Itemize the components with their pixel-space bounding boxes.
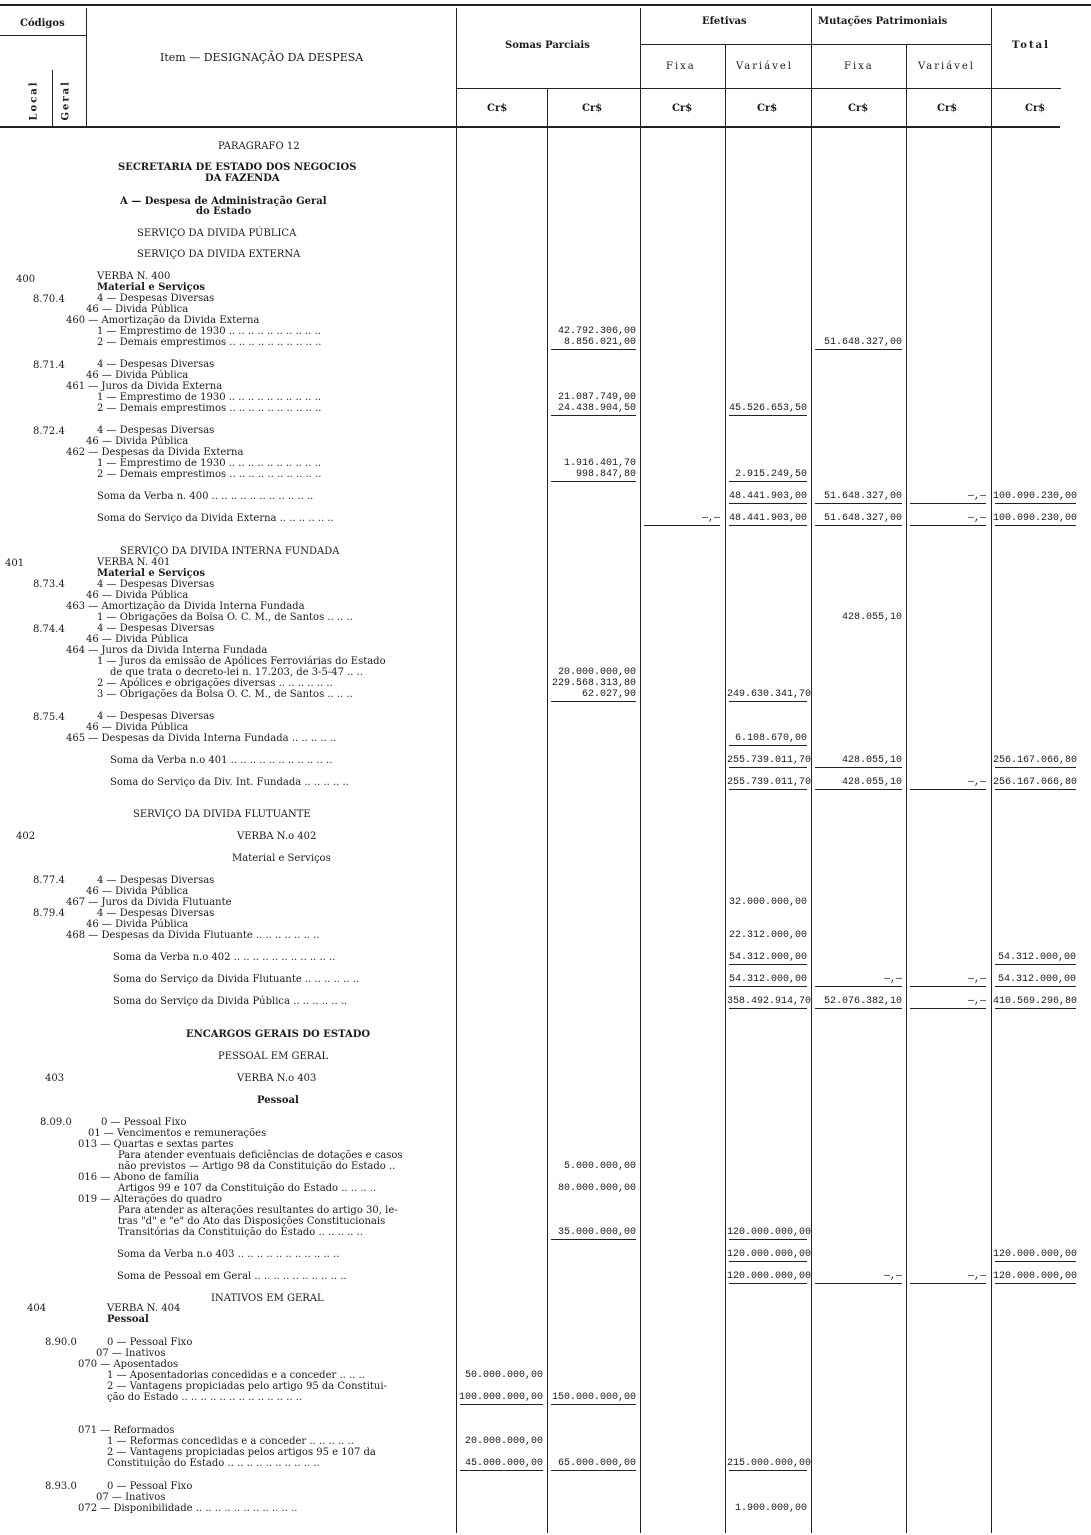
header-subcols-rule <box>641 44 991 45</box>
col-rule-item <box>456 8 457 1533</box>
amount-mfix: —,— <box>883 1271 902 1282</box>
item-line: PESSOAL EM GERAL <box>218 1051 329 1062</box>
col-rule-mvar <box>991 8 992 1533</box>
amount-sp1: 50.000.000,00 <box>464 1370 543 1381</box>
item-line: 8.77.4 <box>33 875 65 886</box>
amount-sp2: 21.087.749,00 <box>557 392 636 403</box>
sum-underline <box>995 1261 1076 1262</box>
item-line: 4 — Despesas Diversas <box>97 875 215 886</box>
sum-underline <box>729 767 807 768</box>
sum-underline <box>729 525 807 526</box>
item-line: 46 — Divida Pública <box>86 722 189 733</box>
sum-underline <box>551 1470 636 1471</box>
sum-underline <box>910 1008 986 1009</box>
sum-underline <box>551 701 636 702</box>
item-line: 8.72.4 <box>33 426 65 437</box>
amount-sp2: 150.000.000,00 <box>551 1392 636 1403</box>
amount-evar: 45.526.653,50 <box>728 403 807 414</box>
amount-sp2: 62.027,90 <box>581 689 636 700</box>
amount-evar: 6.108.670,00 <box>734 733 807 744</box>
sum-underline <box>729 1470 807 1471</box>
item-line: INATIVOS EM GERAL <box>211 1293 324 1304</box>
header-mutacoes: Mutações Patrimoniais <box>818 16 948 27</box>
amount-sp1: 20.000.000,00 <box>464 1436 543 1447</box>
header-mutacoes-fixa: Fixa <box>844 61 874 72</box>
item-line: ção do Estado .. .. .. .. .. .. .. .. .. .. .. .. .. <box>107 1392 303 1403</box>
sum-underline <box>910 525 986 526</box>
item-line: 468 — Despesas da Divida Flutuante .. .. .. .. .. .. .. <box>66 930 320 941</box>
item-line: 46 — Divida Pública <box>86 590 189 601</box>
sum-underline <box>995 767 1076 768</box>
sum-underline <box>729 481 807 482</box>
header-somas-parciais: Somas Parciais <box>505 40 590 51</box>
sum-underline <box>815 1283 902 1284</box>
item-line: 8.71.4 <box>33 360 65 371</box>
sum-underline <box>815 503 902 504</box>
amount-sp1: 45.000.000,00 <box>464 1458 543 1469</box>
amount-mfix: 51.648.327,00 <box>823 491 902 502</box>
item-line: 8.09.0 <box>40 1117 72 1128</box>
sum-underline <box>729 1239 807 1240</box>
amount-evar: 54.312.000,00 <box>728 974 807 985</box>
item-line: 8.93.0 <box>45 1481 77 1492</box>
amount-evar: 249.630.341,70 <box>727 689 812 700</box>
header-efetivas-variavel: Variável <box>736 61 793 72</box>
item-line: Soma do Serviço da Divida Externa .. .. .. .. .. .. <box>97 513 334 524</box>
item-line: 462 — Despesas da Divida Externa <box>66 447 244 458</box>
col-rule-sp2 <box>640 8 641 1533</box>
item-line: VERBA N.o 403 <box>237 1073 317 1084</box>
sum-underline <box>910 789 986 790</box>
sum-underline <box>729 964 807 965</box>
item-line: 2 — Demais emprestimos .. .. .. .. .. .. .. .. .. .. <box>97 403 322 414</box>
header-currency-sp2: Cr$ <box>582 103 603 114</box>
amount-evar: 54.312.000,00 <box>728 952 807 963</box>
amount-sp2: 1.916.401,70 <box>563 458 636 469</box>
item-line: 8.73.4 <box>33 579 65 590</box>
item-line: 019 — Alterações do quadro <box>78 1194 222 1205</box>
item-line: VERBA N. 404 <box>107 1303 181 1314</box>
header-local: Local <box>28 80 40 121</box>
item-line: 1 — Juros da emissão de Apólices Ferroviárias do Estado <box>97 656 386 667</box>
amount-sp2: 42.792.306,00 <box>557 326 636 337</box>
item-line: 46 — Divida Pública <box>86 370 189 381</box>
sum-underline <box>995 986 1076 987</box>
item-line: 4 — Despesas Diversas <box>97 293 215 304</box>
header-codigos-rule <box>0 35 87 36</box>
item-line: 404 <box>27 1303 47 1314</box>
sum-underline <box>995 1283 1076 1284</box>
sum-underline <box>815 349 902 350</box>
sum-underline <box>729 789 807 790</box>
item-line: 4 — Despesas Diversas <box>97 425 215 436</box>
item-line: 463 — Amortização da Divida Interna Fundada <box>66 601 305 612</box>
item-line: 2 — Demais emprestimos .. .. .. .. .. .. .. .. .. .. <box>97 337 322 348</box>
item-line: 1 — Aposentadorias concedidas e a conceder .. .. .. <box>107 1370 365 1381</box>
item-line: SERVIÇO DA DIVIDA PÚBLICA <box>137 228 297 239</box>
amount-evar: 255.739.011,70 <box>727 755 812 766</box>
item-line: 401 <box>5 558 25 569</box>
item-line: Artigos 99 e 107 da Constituição do Estado .. .. .. .. <box>118 1183 377 1194</box>
item-line: do Estado <box>196 206 252 217</box>
item-line: 8.74.4 <box>33 624 65 635</box>
header-mutacoes-variavel: Variável <box>918 61 975 72</box>
amount-evar: 358.492.914,70 <box>727 996 812 1007</box>
amount-mvar: —,— <box>967 491 986 502</box>
item-line: 016 — Abono de família <box>78 1172 199 1183</box>
amount-mvar: —,— <box>967 1271 986 1282</box>
item-line: 1 — Reformas concedidas e a conceder .. .. .. .. .. <box>107 1436 354 1447</box>
amount-evar: 120.000.000,00 <box>727 1271 812 1282</box>
sum-underline <box>729 503 807 504</box>
item-line: tras "d" e "e" do Ato das Disposições Constitucionais <box>118 1216 386 1227</box>
item-line: Soma do Serviço da Divida Pública .. .. .. .. .. .. <box>113 996 348 1007</box>
sum-underline <box>729 745 807 746</box>
item-line: 464 — Juros da Divida Interna Fundada <box>66 645 268 656</box>
item-line: 0 — Pessoal Fixo <box>107 1481 193 1492</box>
header-top-rule <box>0 4 1091 6</box>
header-bottom-rule <box>0 126 1060 128</box>
sum-underline <box>995 503 1076 504</box>
item-line: 46 — Divida Pública <box>86 919 189 930</box>
item-line: 07 — Inativos <box>96 1348 166 1359</box>
sum-underline <box>995 964 1076 965</box>
col-rule-mfix <box>906 44 907 1533</box>
header-currency-tot: Cr$ <box>1025 103 1046 114</box>
header-currency-mvar: Cr$ <box>937 103 958 114</box>
col-rule-efix <box>725 44 726 1533</box>
amount-evar: 1.900.000,00 <box>734 1503 807 1514</box>
sum-underline <box>910 1283 986 1284</box>
item-line: ENCARGOS GERAIS DO ESTADO <box>186 1029 371 1040</box>
item-line: 4 — Despesas Diversas <box>97 579 215 590</box>
item-line: 2 — Vantagens propiciadas pelos artigos 95 e 107 da <box>107 1447 376 1458</box>
item-line: DA FAZENDA <box>205 173 280 184</box>
item-line: 071 — Reformados <box>78 1425 175 1436</box>
item-line: de que trata o decreto-lei n. 17.203, de 3-5-47 .. .. <box>110 667 364 678</box>
item-line: Material e Serviços <box>232 853 331 864</box>
amount-evar: 120.000.000,00 <box>727 1227 812 1238</box>
amount-mvar: —,— <box>967 513 986 524</box>
item-line: 461 — Juros da Divida Externa <box>66 381 223 392</box>
item-line: 2 — Demais emprestimos .. .. .. .. .. .. .. .. .. .. <box>97 469 322 480</box>
header-geral: Geral <box>60 80 72 121</box>
amount-evar: 32.000.000,00 <box>728 897 807 908</box>
item-line: 402 <box>16 831 36 842</box>
amount-tot: 410.569.296,80 <box>993 996 1078 1007</box>
amount-tot: 120.000.000,00 <box>993 1271 1078 1282</box>
amount-mfix: 428.055,10 <box>841 612 902 623</box>
amount-mvar: —,— <box>967 974 986 985</box>
item-line: 07 — Inativos <box>96 1492 166 1503</box>
item-line: 1 — Emprestimo de 1930 .. .. .. .. .. .. .. .. .. .. <box>97 458 321 469</box>
amount-evar: 120.000.000,00 <box>727 1249 812 1260</box>
col-rule-local <box>52 70 53 127</box>
item-line: 01 — Vencimentos e remunerações <box>88 1128 267 1139</box>
sum-underline <box>815 1008 902 1009</box>
amount-tot: 54.312.000,00 <box>997 974 1076 985</box>
sum-underline <box>815 525 902 526</box>
sum-underline <box>729 1008 807 1009</box>
amount-mfix: 428.055,10 <box>841 777 902 788</box>
item-line: não previstos — Artigo 98 da Constituição do Estado .. <box>118 1161 396 1172</box>
sum-underline <box>551 349 636 350</box>
item-line: Pessoal <box>107 1314 149 1325</box>
amount-evar: 255.739.011,70 <box>727 777 812 788</box>
item-line: 46 — Divida Pública <box>86 436 189 447</box>
item-line: 4 — Despesas Diversas <box>97 359 215 370</box>
item-line: A — Despesa de Administração Geral <box>120 196 327 207</box>
amount-evar: 22.312.000,00 <box>728 930 807 941</box>
item-line: SERVIÇO DA DIVIDA INTERNA FUNDADA <box>120 546 340 557</box>
amount-tot: 100.090.230,00 <box>993 513 1078 524</box>
item-line: 8.75.4 <box>33 712 65 723</box>
item-line: Soma da Verba n.o 402 .. .. .. .. .. .. .. .. .. .. .. <box>113 952 336 963</box>
item-line: 4 — Despesas Diversas <box>97 623 215 634</box>
item-line: Para atender as alterações resultantes do artigo 30, le- <box>118 1205 398 1216</box>
sum-underline <box>815 986 902 987</box>
header-efetivas: Efetivas <box>702 16 747 27</box>
item-line: Material e Serviços <box>97 282 206 293</box>
item-line: 072 — Disponibilidade .. .. .. .. .. .. .. .. .. .. .. <box>78 1503 298 1514</box>
amount-sp1: 100.000.000,00 <box>458 1392 543 1403</box>
item-line: 46 — Divida Pública <box>86 886 189 897</box>
amount-mvar: —,— <box>967 996 986 1007</box>
item-line: 070 — Aposentados <box>78 1359 179 1370</box>
sum-underline <box>729 701 807 702</box>
amount-mfix: 51.648.327,00 <box>823 337 902 348</box>
item-line: SECRETARIA DE ESTADO DOS NEGOCIOS <box>118 162 357 173</box>
item-line: 4 — Despesas Diversas <box>97 711 215 722</box>
item-line: 467 — Juros da Divida Flutuante <box>66 897 232 908</box>
header-currency-mfix: Cr$ <box>848 103 869 114</box>
sum-underline <box>460 1470 543 1471</box>
amount-tot: 120.000.000,00 <box>993 1249 1078 1260</box>
item-line: SERVIÇO DA DIVIDA EXTERNA <box>137 249 301 260</box>
item-line: 1 — Emprestimo de 1930 .. .. .. .. .. .. .. .. .. .. <box>97 392 321 403</box>
item-line: 0 — Pessoal Fixo <box>107 1337 193 1348</box>
amount-sp2: 998.847,80 <box>575 469 636 480</box>
item-line: 465 — Despesas da Divida Interna Fundada .. .. .. .. .. <box>66 733 337 744</box>
item-line: 4 — Despesas Diversas <box>97 908 215 919</box>
header-currency-evar: Cr$ <box>757 103 778 114</box>
col-rule-evar <box>811 8 812 1533</box>
item-line: Soma da Verba n.o 403 .. .. .. .. .. .. .. .. .. .. .. <box>117 1249 340 1260</box>
header-efetivas-fixa: Fixa <box>666 61 696 72</box>
item-line: SERVIÇO DA DIVIDA FLUTUANTE <box>133 809 311 820</box>
header-codigos: Códigos <box>20 18 65 29</box>
amount-sp2: 35.000.000,00 <box>557 1227 636 1238</box>
sum-underline <box>815 789 902 790</box>
amount-efix: —,— <box>701 513 720 524</box>
item-line: 8.79.4 <box>33 908 65 919</box>
item-line: Constituição do Estado .. .. .. .. .. .. .. .. .. .. <box>107 1458 320 1469</box>
item-line: 46 — Divida Pública <box>86 634 189 645</box>
amount-evar: 2.915.249,50 <box>734 469 807 480</box>
sum-underline <box>551 1239 636 1240</box>
item-line: Material e Serviços <box>97 568 206 579</box>
item-line: PARAGRAFO 12 <box>218 141 300 152</box>
amount-sp2: 65.000.000,00 <box>557 1458 636 1469</box>
amount-mfix: 52.076.382,10 <box>823 996 902 1007</box>
item-line: 0 — Pessoal Fixo <box>101 1117 187 1128</box>
sum-underline <box>910 986 986 987</box>
item-line: 1 — Emprestimo de 1930 .. .. .. .. .. .. .. .. .. .. <box>97 326 321 337</box>
amount-mfix: 428.055,10 <box>841 755 902 766</box>
item-line: Transitórias da Constituição do Estado .. .. .. .. .. <box>118 1227 364 1238</box>
item-line: 3 — Obrigações da Bolsa O. C. M., de Santos .. .. .. <box>97 689 353 700</box>
sum-underline <box>644 525 720 526</box>
header-total: Total <box>1012 40 1050 51</box>
item-line: VERBA N.o 402 <box>237 831 317 842</box>
sum-underline <box>729 1283 807 1284</box>
sum-underline <box>995 789 1076 790</box>
amount-mfix: —,— <box>883 974 902 985</box>
sum-underline <box>551 481 636 482</box>
amount-evar: 48.441.903,00 <box>728 513 807 524</box>
header-currency-efix: Cr$ <box>672 103 693 114</box>
sum-underline <box>551 1404 636 1405</box>
item-line: VERBA N. 401 <box>97 557 171 568</box>
item-line: 460 — Amortização da Divida Externa <box>66 315 260 326</box>
amount-tot: 100.090.230,00 <box>993 491 1078 502</box>
item-line: 400 <box>16 274 36 285</box>
item-line: 1 — Obrigações da Bolsa O. C. M., de Santos .. .. .. <box>97 612 353 623</box>
item-line: Soma da Verba n.o 401 .. .. .. .. .. .. .. .. .. .. .. <box>110 755 333 766</box>
header-currency-sp1: Cr$ <box>487 103 508 114</box>
item-line: 013 — Quartas e sextas partes <box>78 1139 234 1150</box>
item-line: 8.90.0 <box>45 1337 77 1348</box>
sum-underline <box>460 1404 543 1405</box>
item-line: 2 — Apólices e obrigações diversas .. .. .. .. .. .. <box>97 678 333 689</box>
sum-underline <box>815 767 902 768</box>
sum-underline <box>729 986 807 987</box>
amount-mfix: 51.648.327,00 <box>823 513 902 524</box>
sum-underline <box>910 503 986 504</box>
col-rule-sp1 <box>547 88 548 1533</box>
amount-sp2: 5.000.000,00 <box>563 1161 636 1172</box>
item-line: 46 — Divida Pública <box>86 304 189 315</box>
amount-tot: 256.167.066,80 <box>993 777 1078 788</box>
item-line: VERBA N. 400 <box>97 271 171 282</box>
item-line: Soma do Serviço da Divida Flutuante .. .. .. .. .. .. <box>113 974 360 985</box>
sum-underline <box>729 1261 807 1262</box>
item-line: Soma da Verba n. 400 .. .. .. .. .. .. .. .. .. .. .. <box>97 491 314 502</box>
item-line: Para atender eventuais deficiências de dotações e casos <box>118 1150 403 1161</box>
item-line: 2 — Vantagens propiciadas pelo artigo 95 da Constitui- <box>107 1381 387 1392</box>
item-line: Soma do Serviço da Div. Int. Fundada .. .. .. .. .. <box>110 777 349 788</box>
amount-mvar: —,— <box>967 777 986 788</box>
amount-sp2: 229.568.313,80 <box>551 678 636 689</box>
amount-sp2: 24.438.904,50 <box>557 403 636 414</box>
item-line: 403 <box>45 1073 65 1084</box>
item-line: Soma de Pessoal em Geral .. .. .. .. .. .. .. .. .. .. <box>117 1271 347 1282</box>
sum-underline <box>729 415 807 416</box>
amount-tot: 54.312.000,00 <box>997 952 1076 963</box>
col-rule-codigos <box>86 8 87 127</box>
amount-evar: 215.000.000,00 <box>727 1458 812 1469</box>
sum-underline <box>995 525 1076 526</box>
sum-underline <box>551 415 636 416</box>
amount-evar: 48.441.903,00 <box>728 491 807 502</box>
amount-tot: 256.167.066,80 <box>993 755 1078 766</box>
sum-underline <box>995 1008 1076 1009</box>
amount-sp2: 20.000.000,00 <box>557 667 636 678</box>
amount-sp2: 8.856.021,00 <box>563 337 636 348</box>
amount-sp2: 80.000.000,00 <box>557 1183 636 1194</box>
item-line: 8.70.4 <box>33 294 65 305</box>
item-line: Pessoal <box>257 1095 299 1106</box>
header-item: Item — DESIGNAÇÃO DA DESPESA <box>160 51 364 64</box>
